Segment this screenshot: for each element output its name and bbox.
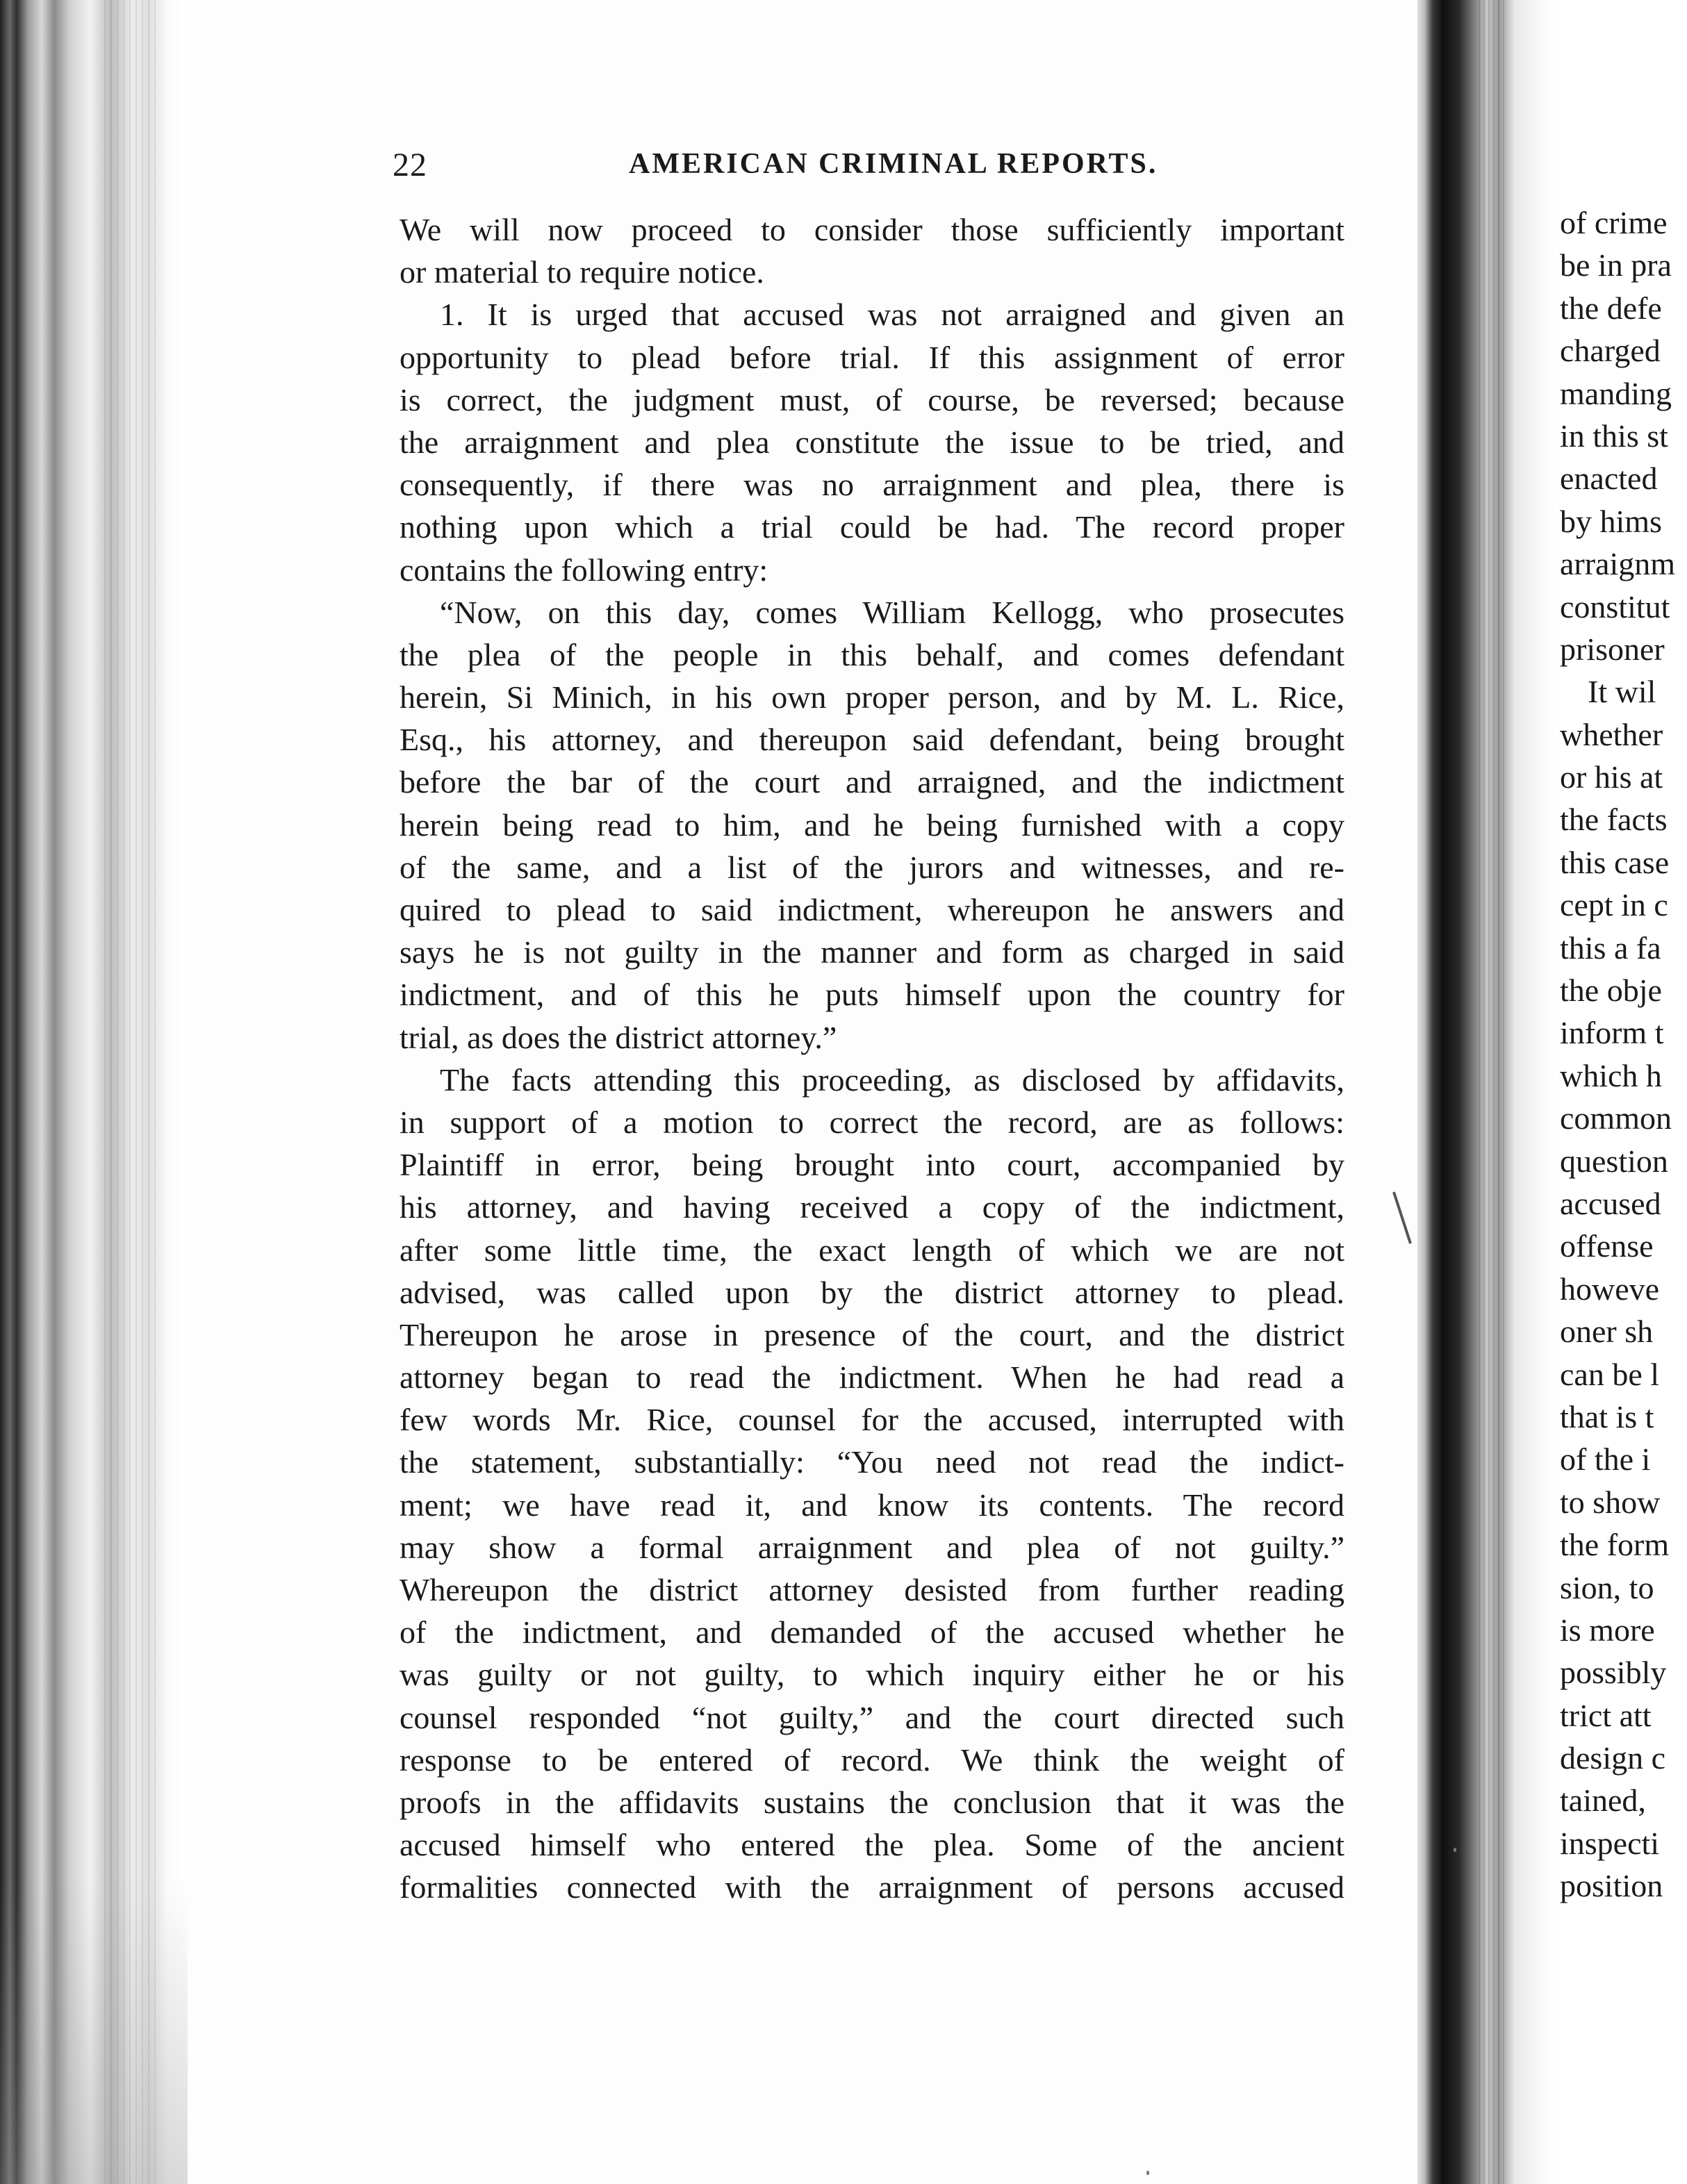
page-number: 22 bbox=[393, 147, 427, 183]
facing-text-line: is more bbox=[1560, 1612, 1655, 1648]
facing-text-line: enacted bbox=[1560, 461, 1658, 497]
text-line: ment; we have read it, and know its contents. The record bbox=[400, 1487, 1344, 1523]
text-line: response to be entered of record. We think the weight of bbox=[400, 1742, 1344, 1778]
text-line: The facts attending this proceeding, as disclosed by affidavits, bbox=[440, 1061, 1344, 1098]
facing-text-line: oner sh bbox=[1560, 1314, 1654, 1350]
text-line: the statement, substantially: “You need not read the indict- bbox=[400, 1444, 1344, 1480]
text-line: consequently, if there was no arraignment and plea, there is bbox=[400, 467, 1344, 503]
facing-text-line: this a fa bbox=[1560, 929, 1661, 966]
facing-text-line: or his at bbox=[1560, 759, 1663, 795]
facing-text-line: position bbox=[1560, 1868, 1663, 1904]
facing-text-line: howeve bbox=[1560, 1271, 1660, 1307]
left-page-edge bbox=[0, 0, 188, 2184]
text-line: his attorney, and having received a copy of the indictment, bbox=[400, 1189, 1344, 1225]
text-line: trial, as does the district attorney.” bbox=[400, 1019, 837, 1055]
facing-text-line: of the i bbox=[1560, 1441, 1651, 1478]
text-line: We will now proceed to consider those sufficiently important bbox=[400, 212, 1344, 247]
facing-text-line: possibly bbox=[1560, 1655, 1667, 1691]
facing-text-line: which h bbox=[1560, 1057, 1662, 1093]
text-line: “Now, on this day, comes William Kellogg, who prosecutes bbox=[440, 594, 1344, 630]
text-line: opportunity to plead before trial. If this assignment of error bbox=[400, 339, 1344, 375]
facing-text-line: constitut bbox=[1560, 588, 1670, 624]
facing-text-line: inform t bbox=[1560, 1015, 1664, 1051]
facing-text-line: question bbox=[1560, 1143, 1668, 1179]
facing-text-line: this case bbox=[1560, 844, 1670, 880]
text-line: nothing upon which a trial could be had. The record proper bbox=[400, 509, 1344, 545]
text-line: herein, Si Minich, in his own proper person, and by M. L. Rice, bbox=[400, 679, 1344, 715]
facing-text-line: design c bbox=[1560, 1740, 1666, 1776]
text-line: may show a formal arraignment and plea of not guilty.” bbox=[400, 1529, 1344, 1565]
text-line: proofs in the affidavits sustains the conclusion that it was the bbox=[400, 1784, 1344, 1820]
facing-text-line: in this st bbox=[1560, 417, 1668, 454]
facing-text-line: charged bbox=[1560, 333, 1661, 369]
facing-text-line: inspecti bbox=[1560, 1825, 1660, 1861]
facing-text-line: prisoner bbox=[1560, 631, 1665, 667]
text-line: formalities connected with the arraignment of persons accused bbox=[400, 1869, 1344, 1905]
text-line: Whereupon the district attorney desisted from further reading bbox=[400, 1572, 1344, 1607]
running-title: AMERICAN CRIMINAL REPORTS. bbox=[629, 148, 1158, 180]
text-line: Plaintiff in error, being brought into court, accompanied by bbox=[400, 1147, 1344, 1183]
facing-page-text bbox=[1560, 201, 1687, 1908]
text-line: of the same, and a list of the jurors and witnesses, and re- bbox=[400, 849, 1344, 885]
facing-text-line: It wil bbox=[1588, 674, 1656, 710]
text-line: in support of a motion to correct the record, are as follows: bbox=[400, 1104, 1344, 1140]
text-line: was guilty or not guilty, to which inquiry either he or his bbox=[400, 1657, 1344, 1693]
page-edge-shade bbox=[0, 1878, 188, 2184]
facing-text-line: the form bbox=[1560, 1527, 1670, 1563]
body-text bbox=[400, 208, 1344, 1909]
facing-text-line: manding bbox=[1560, 375, 1672, 411]
text-line: quired to plead to said indictment, whereupon he answers and bbox=[400, 892, 1344, 927]
paper-speck bbox=[1454, 1848, 1456, 1852]
text-line: advised, was called upon by the district attorney to plead. bbox=[400, 1274, 1344, 1310]
page-edge-lines bbox=[104, 0, 160, 2184]
text-line: says he is not guilty in the manner and form as charged in said bbox=[400, 934, 1344, 970]
facing-text-line: the facts bbox=[1560, 802, 1668, 838]
facing-text-line: by hims bbox=[1560, 503, 1662, 539]
text-line: Thereupon he arose in presence of the court, and the district bbox=[400, 1316, 1344, 1352]
text-line: the plea of the people in this behalf, and comes defendant bbox=[400, 636, 1344, 672]
text-line: indictment, and of this he puts himself upon the country for bbox=[400, 977, 1344, 1013]
margin-stroke bbox=[1390, 1188, 1417, 1250]
facing-text-line: common bbox=[1560, 1100, 1672, 1136]
text-line: few words Mr. Rice, counsel for the accused, interrupted with bbox=[400, 1402, 1344, 1438]
paper-speck bbox=[1146, 2171, 1149, 2175]
facing-text-line: be in pra bbox=[1560, 247, 1672, 283]
facing-text-line: the defe bbox=[1560, 290, 1662, 326]
facing-text-line: whether bbox=[1560, 716, 1663, 752]
facing-text-line: to show bbox=[1560, 1484, 1661, 1520]
facing-text-line: trict att bbox=[1560, 1697, 1652, 1733]
facing-text-line: accused bbox=[1560, 1185, 1661, 1221]
facing-text-line: can be l bbox=[1560, 1356, 1660, 1392]
text-line: counsel responded “not guilty,” and the court directed such bbox=[400, 1699, 1344, 1735]
text-line: accused himself who entered the plea. Some of the ancient bbox=[400, 1827, 1344, 1863]
text-line: or material to require notice. bbox=[400, 254, 764, 290]
text-line: herein being read to him, and he being furnished with a copy bbox=[400, 806, 1344, 843]
book-gutter bbox=[1417, 0, 1556, 2184]
text-line: is correct, the judgment must, of course, be reversed; because bbox=[400, 381, 1344, 417]
facing-text-line: sion, to bbox=[1560, 1569, 1654, 1605]
gutter-stripes bbox=[1479, 0, 1506, 2184]
facing-text-line: the obje bbox=[1560, 973, 1662, 1009]
facing-text-line: that is t bbox=[1560, 1398, 1654, 1434]
facing-text-line: of crime bbox=[1560, 205, 1668, 240]
facing-text-line: cept in c bbox=[1560, 887, 1668, 923]
text-line: of the indictment, and demanded of the accused whether he bbox=[400, 1614, 1344, 1651]
text-line: 1. It is urged that accused was not arraigned and given an bbox=[440, 297, 1344, 333]
text-line: Esq., his attorney, and thereupon said defendant, being brought bbox=[400, 722, 1344, 758]
facing-text-line: tained, bbox=[1560, 1782, 1646, 1819]
running-head bbox=[393, 146, 1400, 195]
text-line: before the bar of the court and arraigned, and the indictment bbox=[400, 764, 1344, 800]
facing-text-line: arraignm bbox=[1560, 546, 1676, 582]
facing-text-line: offense bbox=[1560, 1228, 1654, 1264]
text-line: the arraignment and plea constitute the issue to be tried, and bbox=[400, 424, 1344, 460]
text-line: contains the following entry: bbox=[400, 552, 768, 588]
text-line: after some little time, the exact length of which we are not bbox=[400, 1232, 1344, 1268]
text-line: attorney began to read the indictment. When he had read a bbox=[400, 1359, 1344, 1396]
